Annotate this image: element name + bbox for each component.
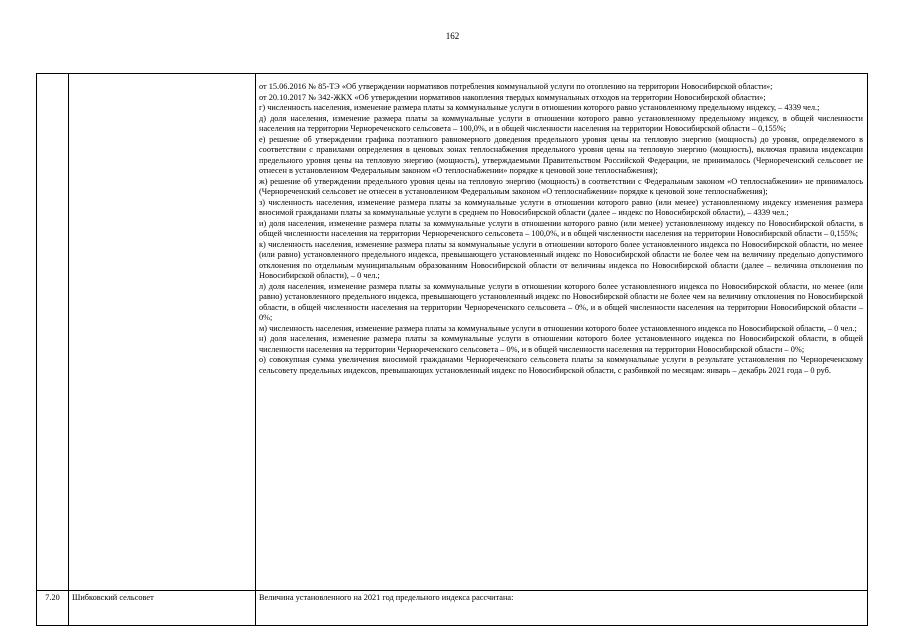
- paragraph-norms-waste: от 20.10.2017 № 342-ЖКХ «Об утверждении нормативов накопления твердых коммунальных отходов на территории Новосибирской области»;: [259, 92, 766, 102]
- row-number-cell: [37, 74, 69, 591]
- row-content-cell: [256, 74, 868, 591]
- paragraph-zh: ж) решение об утверждении предельного уровня цены на тепловую энергию (мощность) в соответствии с Федеральным законом «О теплоснабжении» не принималось (Чернореченский сельсовет не отнесен в установленном Федеральным законом «О теплоснабжении» порядке к ценовой зоне теплоснабжения);: [259, 176, 863, 196]
- page-number: 162: [445, 31, 460, 41]
- paragraph-e: е) решение об утверждении графика поэтапного равномерного доведения предельного уровня цены на тепловую энергию (мощность) до уровня, определяемого в соответствии с правилами определения в ценовых зонах теплоснабжения предельного уровня цены на тепловую энергию (мощность), включая правила индексации предельного уровня цены на тепловую энергию (мощность), утверждаемыми Правительством Российской Федерации, не принималось (Чернореченский сельсовет не отнесен в установленном Федеральным законом «О теплоснабжении» порядке к ценовой зоне теплоснабжения);: [259, 134, 863, 175]
- paragraph-g: г) численность населения, изменение размера платы за коммунальные услуги в отношении которого равно установленному предельному индексу, – 4339 чел.;: [259, 103, 820, 112]
- table-row: [37, 591, 868, 626]
- paragraph-d: д) доля населения, изменение размера платы за коммунальные услуги в отношении которого равно установленному предельному индексу, в общей численности населения на территории Чернореченского сельсовета – 100,0%, и в общей численности населения на территории Новосибирской области – 0,155%;: [259, 113, 863, 133]
- paragraph-o: о) совокупная сумма увеличения вносимой гражданами Чернореченского сельсовета платы за коммунальные услуги в результате установления по Чернореченскому сельсовету предельных индексов, превышающих установленный индекс по Новосибирской области, с разбивкой по месяцам: январь – декабрь 2021 года – 0 руб.: [259, 355, 863, 375]
- row-number-cell: 7.20: [37, 591, 69, 626]
- paragraph-m: м) численность населения, изменение размера платы за коммунальные услуги в отношении которого более установленного индекса по Новосибирской области, – 0 чел.;: [259, 323, 857, 333]
- paragraph-norms-heating: от 15.06.2016 № 85-ТЭ «Об утверждении нормативов потребления коммунальной услуги по отоплению на территории Новосибирской области»;: [259, 82, 773, 91]
- indices-table: [36, 73, 868, 626]
- paragraph-l: л) доля населения, изменение размера платы за коммунальные услуги в отношении которого более установленного индекса по Новосибирской области, но менее (или равно) установленного предельного индекса, превышающего установленный индекс по Новосибирской области не более чем на величину отклонения по Новосибирской области, в общей численности населения на территории Чернореченского сельсовета – 0%, и в общей численности населения на территории Новосибирской области – 0%;: [259, 281, 863, 322]
- table-row: [37, 74, 868, 591]
- municipality-name-cell: Шибковский сельсовет: [69, 591, 256, 626]
- paragraph-n: н) доля населения, изменение размера платы за коммунальные услуги в отношении которого более установленного индекса по Новосибирской области, в общей численности населения на территории Чернореченского сельсовета – 0%, и в общей численности населения на территории Новосибирской области – 0%;: [259, 334, 863, 354]
- paragraph-z: з) численность населения, изменение размера платы за коммунальные услуги в отношении которого равно (или менее) установленному индексу изменения размера вносимой гражданами платы за коммунальные услуги в среднем по Новосибирской области (далее – индекс по Новосибирской области), – 4339 чел.;: [259, 197, 863, 217]
- paragraph-i: и) доля населения, изменение размера платы за коммунальные услуги в отношении которого равно (или менее) установленному индексу по Новосибирской области, в общей численности населения на территории Чернореченского сельсовета – 100,0%, и в общей численности населения на территории Новосибирской области – 0,155%;: [259, 218, 863, 238]
- row-content-cell: [256, 591, 868, 626]
- paragraph-intro: Величина установленного на 2021 год предельного индекса рассчитана:: [259, 593, 514, 602]
- paragraph-k: к) численность населения, изменение размера платы за коммунальные услуги в отношении которого более установленного индекса по Новосибирской области, но менее (или равно) установленного предельного индекса, превышающего установленный индекс по Новосибирской области не более чем на величину предельно допустимого отклонения по отдельным муниципальным образованиям Новосибирской области от величины индекса по Новосибирской области (далее – величина отклонения по Новосибирской области), – 0 чел.;: [259, 239, 863, 280]
- municipality-name-cell: [69, 74, 256, 591]
